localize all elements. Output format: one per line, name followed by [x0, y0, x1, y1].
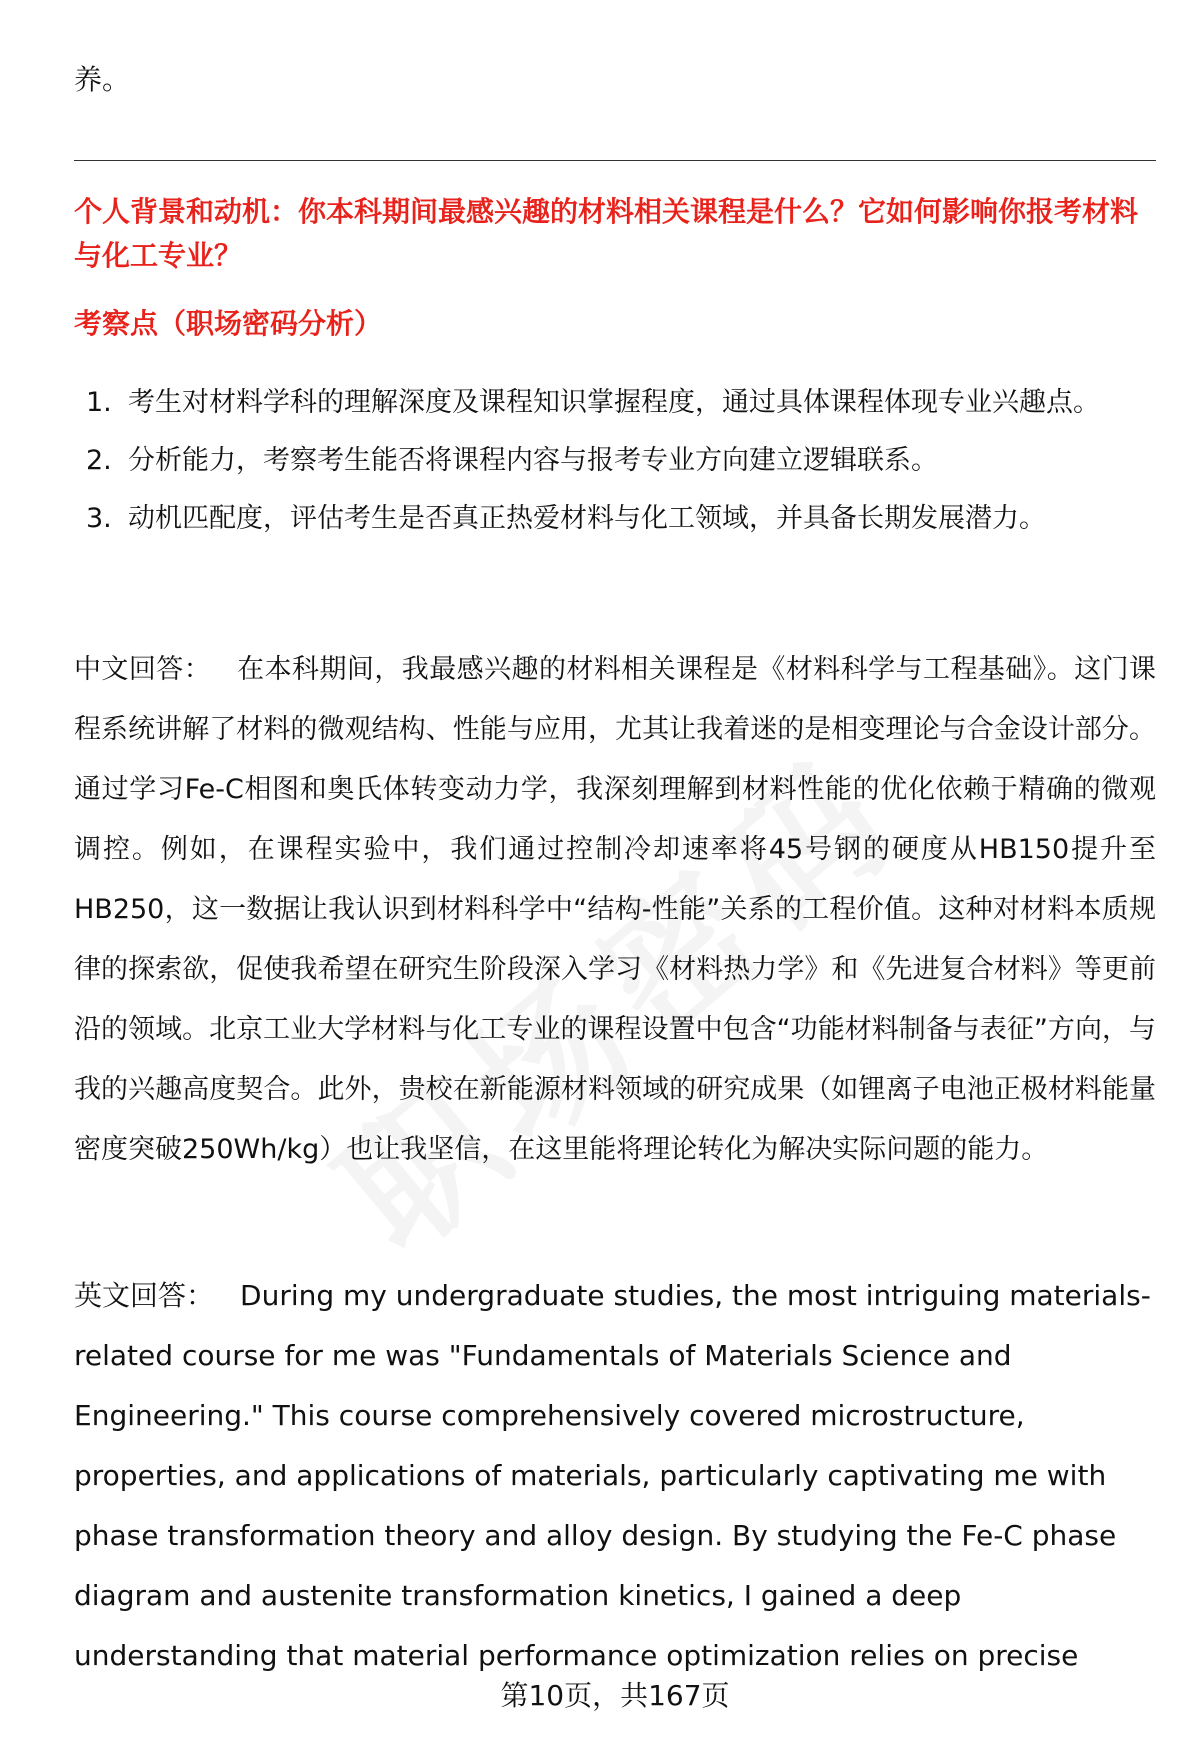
- list-item: [74, 490, 1156, 548]
- list-item: [74, 432, 1156, 490]
- english-answer-label: 英文回答：: [74, 1279, 215, 1312]
- chinese-answer-label: 中文回答：: [74, 654, 212, 685]
- list-item: [74, 374, 1156, 432]
- list-item-text: 分析能力，考察考生能否将课程内容与报考专业方向建立逻辑联系。: [128, 445, 938, 476]
- section-heading: 考察点（职场密码分析）: [74, 307, 383, 340]
- list-item-number: 3.: [86, 503, 112, 534]
- english-answer: [74, 1266, 1156, 1686]
- assessment-points-list: [74, 374, 1156, 548]
- english-answer-text: During my undergraduate studies, the most intriguing materials-related course for me was "Fundamentals of Materials Science and Engineering." This course comprehensively covered microstructure, properties, and applications of materials, particularly captivating me with phase transformation theory and alloy design. By studying the Fe-C phase diagram and austenite transformation kinetics, I gained a deep understanding that material performance optimization relies on precise: [74, 1279, 1151, 1672]
- chinese-answer-text: 在本科期间，我最感兴趣的材料相关课程是《材料科学与工程基础》。这门课程系统讲解了材料的微观结构、性能与应用，尤其让我着迷的是相变理论与合金设计部分。通过学习Fe-C相图和奥氏体转变动力学，我深刻理解到材料性能的优化依赖于精确的微观调控。例如，在课程实验中，我们通过控制冷却速率将45号钢的硬度从HB150提升至HB250，这一数据让我认识到材料科学中“结构-性能”关系的工程价值。这种对材料本质规律的探索欲，促使我希望在研究生阶段深入学习《材料热力学》和《先进复合材料》等更前沿的领域。北京工业大学材料与化工专业的课程设置中包含“功能材料制备与表征”方向，与我的兴趣高度契合。此外，贵校在新能源材料领域的研究成果（如锂离子电池正极材料能量密度突破250Wh/kg）也让我坚信，在这里能将理论转化为解决实际问题的能力。: [74, 654, 1156, 1165]
- chinese-answer: [74, 640, 1156, 1180]
- page-number: 第10页，共167页: [500, 1679, 730, 1712]
- list-item-text: 动机匹配度，评估考生是否真正热爱材料与化工领域，并具备长期发展潜力。: [128, 503, 1046, 534]
- list-item-number: 1.: [86, 387, 112, 418]
- continued-text: 养。: [74, 63, 131, 96]
- list-item-text: 考生对材料学科的理解深度及课程知识掌握程度，通过具体课程体现专业兴趣点。: [128, 387, 1100, 418]
- divider: [74, 160, 1156, 161]
- question-heading: 个人背景和动机：你本科期间最感兴趣的材料相关课程是什么？它如何影响你报考材料与化工专业？: [74, 195, 1139, 272]
- list-item-number: 2.: [86, 445, 112, 476]
- document-page: [74, 0, 1156, 1755]
